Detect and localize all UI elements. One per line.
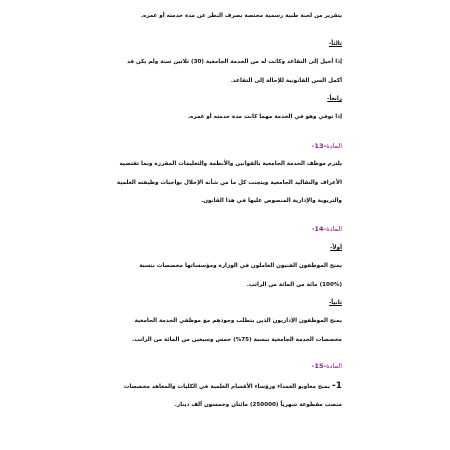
- paragraph-line: (100%) مائة من المائة من الراتب.: [246, 282, 342, 288]
- paragraph-line: يلتزم موظف الخدمة الجامعية بالقوانين والأنظمة والتعليمات المقررة وبما تقتضيه: [119, 161, 342, 167]
- clause-heading-third: ثالثاً-: [328, 41, 342, 47]
- paragraph-line: منصب مقطوعة شهرياً (250000) مائتان وخمسون ألف دينار.: [174, 402, 342, 408]
- paragraph-line: [108, 382, 342, 391]
- article-number: -14-: [311, 225, 327, 233]
- article-word: المادة: [326, 362, 342, 370]
- paragraph-line: أكمل السن القانونية للإحالة إلى التقاعد.: [230, 78, 342, 84]
- clause-heading-second: ثانياً-: [328, 300, 342, 306]
- paragraph-line: إذا توفي وهو في الخدمة مهما كانت مدة خدمته أو عمره.: [187, 114, 342, 120]
- article-13-heading: [108, 142, 342, 150]
- item-number: 1-: [331, 381, 342, 391]
- paragraph-line: بتقرير من لجنة طبية رسمية مختصة بصرف النظر عن مدة خدمته أو عمره.: [140, 13, 342, 19]
- paragraph-line: الأعراف والتقاليد الجامعية ويتجنب كل ما من شأنه الإخلال بواجبات وظيفته العلمية: [116, 180, 342, 186]
- item-text: يمنح معاونو العمداء ورؤساء الأقسام العلمية في الكليات والمعاهد مخصصات: [123, 384, 331, 390]
- paragraph-line: يمنح الموظفون الإداريون الذين يتطلب وجودهم مع موظفي الخدمة الجامعية: [134, 318, 342, 324]
- clause-heading-first: أولاً-: [330, 245, 342, 251]
- paragraph-line: والتربوية والإدارية المنصوص عليها في هذا القانون.: [201, 198, 342, 204]
- paragraph-line: إذا أحيل إلى التقاعد وكانت له من الخدمة الجامعية (30) ثلاثين سنة ولم يكن قد: [127, 59, 342, 65]
- paragraph-line: مخصصات الخدمة الجامعية بنسبة (75%) خمس وسبعين من المائة من الراتب.: [132, 337, 342, 343]
- paragraph-line: يمنح الموظفون الفنيون العاملون في الوزارة ومؤسساتها مخصصات بنسبة: [139, 263, 342, 269]
- article-word: المادة: [326, 142, 342, 150]
- article-word: المادة: [326, 225, 342, 233]
- article-14-heading: [108, 225, 342, 233]
- clause-heading-fourth: رابعاً-: [327, 96, 342, 102]
- article-number: -15-: [311, 362, 327, 370]
- article-15-heading: [108, 362, 342, 370]
- article-number: -13-: [311, 142, 327, 150]
